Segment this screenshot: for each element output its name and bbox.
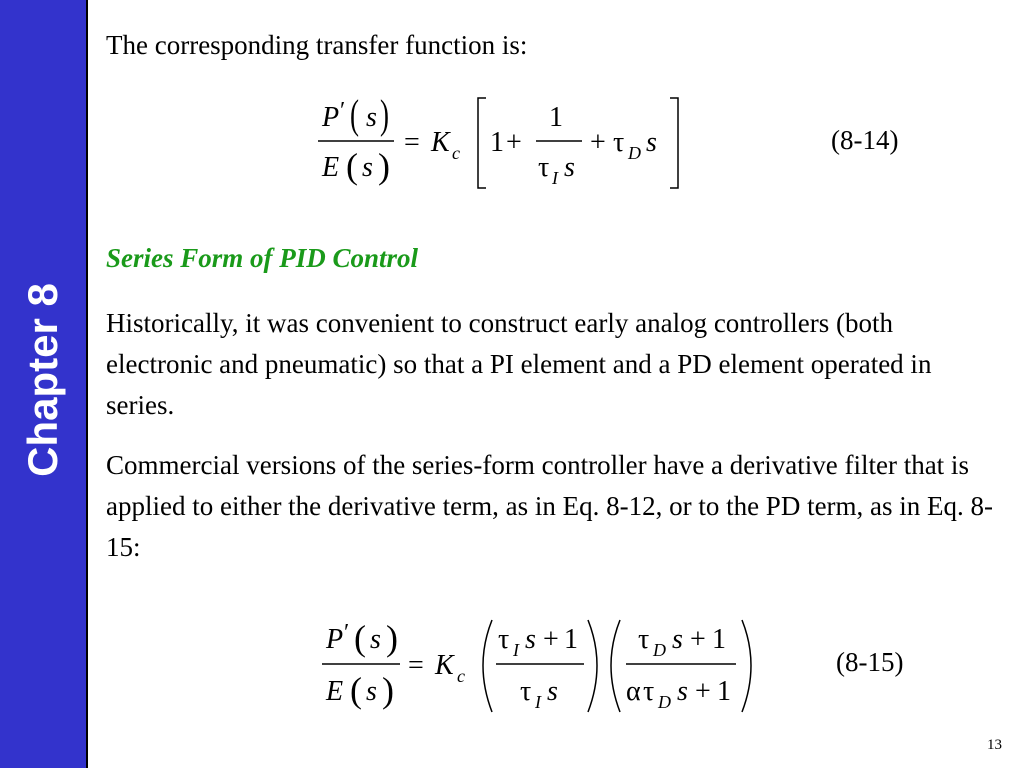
svg-text:τ: τ	[638, 624, 650, 655]
svg-text:′: ′	[340, 98, 346, 124]
svg-text:E: E	[322, 152, 340, 183]
svg-text:α: α	[626, 676, 641, 707]
svg-text:1: 1	[490, 127, 504, 158]
svg-text:c: c	[457, 666, 465, 686]
svg-text:(: (	[346, 146, 358, 186]
svg-text:I: I	[535, 692, 541, 712]
svg-text:τ: τ	[643, 676, 655, 707]
svg-text:(: (	[350, 670, 362, 710]
svg-text:D: D	[653, 640, 666, 660]
svg-text:D: D	[658, 692, 671, 712]
equation-8-14	[300, 88, 700, 198]
svg-text:K: K	[431, 127, 450, 158]
svg-text:1: 1	[549, 102, 563, 133]
svg-text:s: s	[646, 127, 657, 158]
svg-text:): )	[380, 91, 389, 138]
svg-text:=: =	[408, 650, 424, 681]
equation-number-8-15: (8-15)	[836, 647, 904, 677]
svg-text:τ: τ	[498, 624, 510, 655]
svg-text:=: =	[404, 127, 420, 158]
page-number: 13	[987, 737, 1002, 753]
svg-text:+: +	[506, 127, 522, 158]
equation-number-8-14: (8-14)	[831, 125, 899, 155]
svg-text:I: I	[513, 640, 519, 660]
svg-text:τ: τ	[538, 152, 550, 183]
svg-text:+: +	[543, 624, 559, 655]
svg-text:K: K	[435, 650, 454, 681]
svg-text:+: +	[690, 624, 706, 655]
svg-text:D: D	[628, 143, 641, 163]
svg-text:s: s	[677, 676, 688, 707]
svg-text:E: E	[326, 676, 344, 707]
svg-text:s: s	[547, 676, 558, 707]
paragraph-commercial: Commercial versions of the series-form controller have a derivative filter that is applied to either the derivative term, as in Eq. 8-12, or to the PD term, as in Eq. 8-15:	[106, 450, 994, 562]
svg-text:τ: τ	[520, 676, 532, 707]
section-heading: Series Form of PID Control	[106, 243, 419, 273]
svg-text:s: s	[564, 152, 575, 183]
svg-text:): )	[382, 670, 394, 710]
svg-text:+: +	[590, 127, 606, 158]
chapter-label: Chapter 8	[19, 283, 66, 477]
svg-text:(: (	[350, 91, 359, 138]
svg-text:I: I	[552, 168, 558, 188]
svg-text:c: c	[452, 143, 460, 163]
svg-text:s: s	[366, 102, 377, 133]
svg-text:τ: τ	[613, 127, 625, 158]
svg-text:1: 1	[564, 624, 578, 655]
svg-text:′: ′	[344, 620, 350, 646]
svg-text:s: s	[525, 624, 536, 655]
svg-text:): )	[386, 618, 398, 658]
paragraph-history: Historically, it was convenient to construct early analog controllers (both electronic and pneumatic) so that a PI element and a PD element operated in series.	[106, 308, 932, 420]
svg-text:P: P	[326, 624, 344, 655]
svg-text:): )	[378, 146, 390, 186]
svg-text:1: 1	[717, 676, 731, 707]
svg-text:s: s	[366, 676, 377, 707]
svg-text:s: s	[370, 624, 381, 655]
svg-text:s: s	[672, 624, 683, 655]
chapter-sidebar	[0, 0, 86, 768]
svg-text:(: (	[354, 618, 366, 658]
equation-8-15	[300, 612, 770, 722]
svg-text:+: +	[695, 676, 711, 707]
svg-text:s: s	[362, 152, 373, 183]
intro-text: The corresponding transfer function is:	[106, 30, 528, 60]
svg-text:P: P	[322, 102, 340, 133]
svg-text:1: 1	[712, 624, 726, 655]
sidebar-divider	[86, 0, 88, 768]
